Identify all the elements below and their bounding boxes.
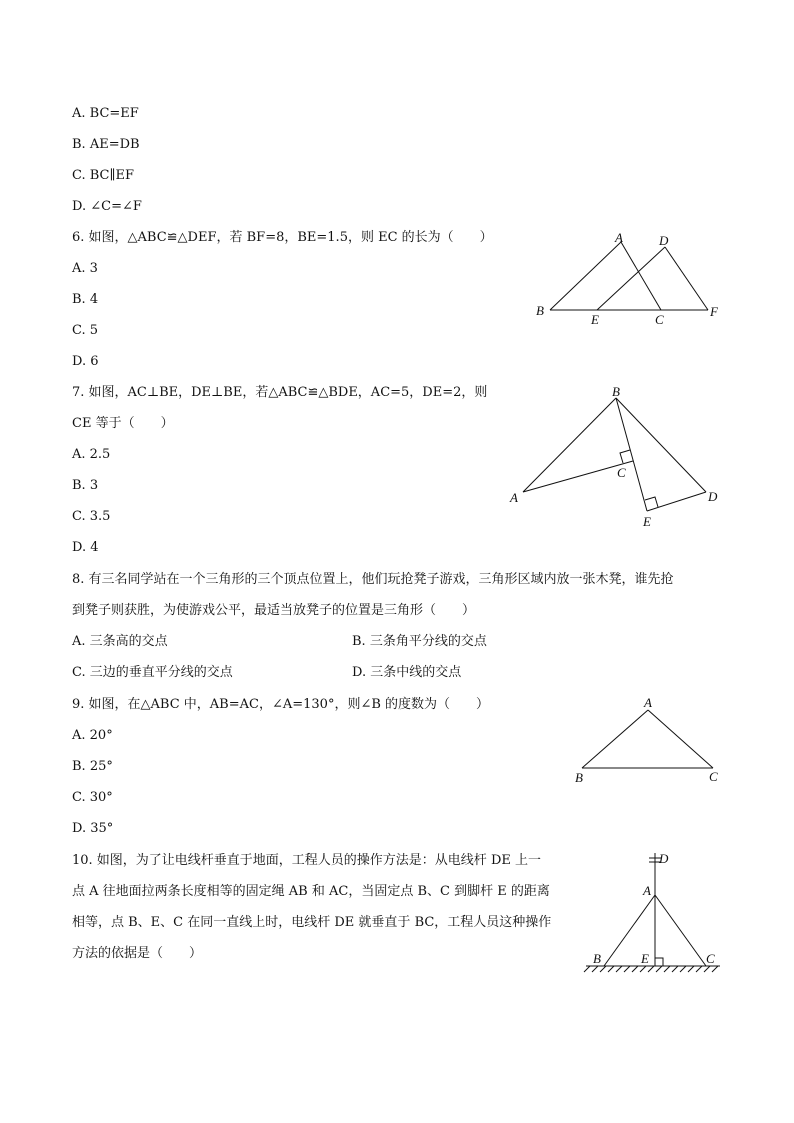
q6-line-ac (621, 242, 661, 310)
q10-rope-ac (655, 895, 706, 966)
q5-option-c: C. BC∥EF (72, 168, 135, 183)
q7-option-b: B. 3 (72, 478, 99, 493)
q9-option-b: B. 25° (72, 759, 113, 774)
q9-option-c: C. 30° (72, 790, 113, 805)
q6-line-ed (597, 247, 665, 310)
q10-stem-line4: 方法的依据是（ ） (72, 946, 203, 961)
q6-label-a: A (615, 230, 623, 245)
q7-label-e: E (643, 514, 651, 529)
q8-stem-line2: 到凳子则获胜，为使游戏公平，最适当放凳子的位置是三角形（ ） (72, 603, 476, 618)
q9-label-c: C (709, 769, 718, 784)
q7-stem-line1: 7. 如图，AC⊥BE，DE⊥BE，若△ABC≌△BDE，AC=5，DE=2，则 (72, 385, 488, 400)
q8-option-a: A. 三条高的交点 (72, 634, 168, 649)
q6-option-b: B. 4 (72, 292, 99, 307)
q5-option-b: B. AE=DB (72, 137, 140, 152)
q6-label-c: C (655, 312, 664, 327)
q7-line-ab (523, 398, 616, 492)
q10-label-e: E (641, 951, 649, 966)
q7-label-d: D (708, 489, 718, 504)
q10-ground-hatch (584, 966, 718, 972)
q6-label-d: D (659, 233, 669, 248)
q9-label-a: A (644, 695, 652, 710)
q10-stem-line1: 10. 如图，为了让电线杆垂直于地面，工程人员的操作方法是：从电线杆 DE 上一 (72, 853, 541, 868)
q5-option-a: A. BC=EF (72, 106, 139, 121)
q9-stem: 9. 如图，在△ABC 中，AB=AC，∠A=130°，则∠B 的度数为（ ） (72, 697, 490, 712)
q7-label-b: B (612, 384, 620, 399)
q10-label-b: B (593, 951, 601, 966)
q7-right-angle-c (620, 450, 630, 463)
q8-option-b: B. 三条角平分线的交点 (352, 634, 487, 649)
q10-stem-line2: 点 A 往地面拉两条长度相等的固定绳 AB 和 AC，当固定点 B、C 到脚杆 E 的距离 (72, 884, 550, 899)
q6-label-e: E (591, 312, 599, 327)
q7-label-c: C (617, 465, 626, 480)
q9-line-ba (582, 710, 648, 768)
q7-line-bd (616, 398, 706, 492)
q7-stem-line2: CE 等于（ ） (72, 416, 174, 431)
q6-label-b: B (536, 303, 544, 318)
q7-option-a: A. 2.5 (72, 447, 111, 462)
q7-figure (500, 380, 730, 530)
q8-stem-line1: 8. 有三名同学站在一个三角形的三个顶点位置上，他们玩抢凳子游戏，三角形区域内放一张木凳，谁先抢 (72, 572, 674, 587)
q7-option-d: D. 4 (72, 540, 99, 555)
q7-right-angle-e (645, 497, 658, 507)
q6-option-c: C. 5 (72, 323, 99, 338)
q10-label-c: C (706, 951, 715, 966)
q5-option-d: D. ∠C=∠F (72, 199, 142, 214)
q9-figure (566, 693, 736, 789)
q10-stem-line3: 相等，点 B、E、C 在同一直线上时，电线杆 DE 就垂直于 BC，工程人员这种操作 (72, 915, 552, 930)
q8-option-c: C. 三边的垂直平分线的交点 (72, 665, 233, 680)
q6-option-d: D. 6 (72, 354, 99, 369)
q10-label-a: A (643, 883, 651, 898)
q6-stem: 6. 如图，△ABC≌△DEF，若 BF=8，BE=1.5，则 EC 的长为（ ） (72, 230, 493, 245)
q6-line-ba (550, 242, 621, 310)
q7-option-c: C. 3.5 (72, 509, 111, 524)
q9-label-b: B (575, 770, 583, 785)
q9-option-d: D. 35° (72, 821, 114, 836)
q6-option-a: A. 3 (72, 261, 98, 276)
q9-option-a: A. 20° (72, 728, 113, 743)
q7-label-a: A (510, 490, 518, 505)
q10-figure (580, 848, 730, 976)
q6-figure (528, 226, 728, 330)
q10-right-angle-e (655, 958, 663, 966)
q9-line-ac (648, 710, 713, 768)
q6-label-f: F (710, 304, 718, 319)
q6-line-df (665, 247, 708, 310)
q8-option-d: D. 三条中线的交点 (352, 665, 462, 680)
q10-label-d: D (659, 851, 669, 866)
